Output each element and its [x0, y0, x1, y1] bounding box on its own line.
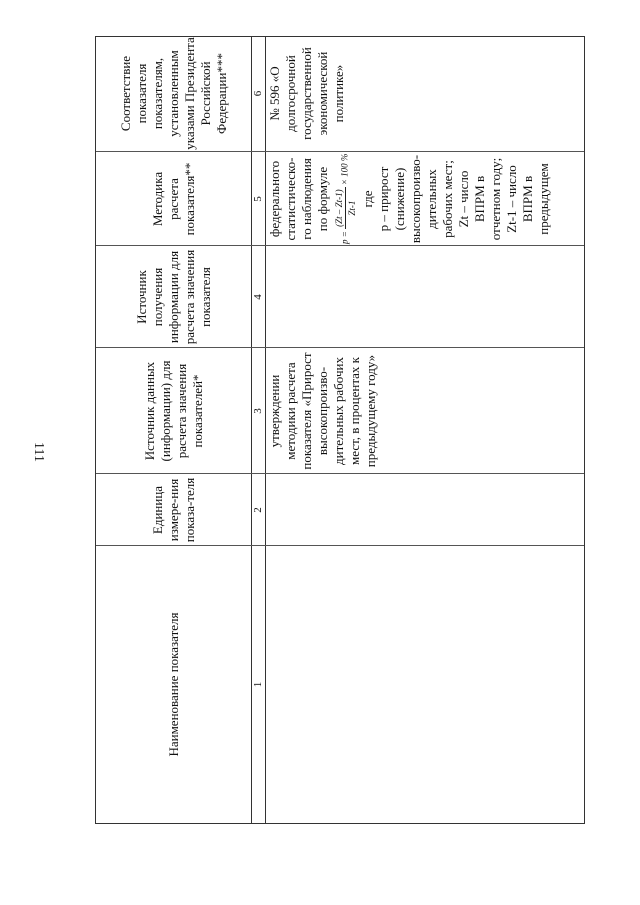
column-number: 3 — [252, 408, 264, 414]
page-number: 111 — [31, 442, 46, 462]
indicator-table — [95, 36, 585, 824]
cell-presidential-decree: № 596 «О долгосрочной государственной экономической политике» — [267, 47, 346, 140]
formula-left: p = — [339, 231, 350, 244]
method-intro: федерального статистическо-го наблюдения по формуле — [267, 157, 330, 241]
formula-right: × 100 % — [339, 153, 350, 186]
cell-method — [265, 152, 586, 246]
header-unit: Единица измере-ния показа-теля — [149, 477, 197, 543]
formula-numerator: (Zt – Zt-1) — [334, 189, 344, 227]
header-indicator-name: Наименование показателя — [165, 612, 181, 757]
column-number: 1 — [252, 681, 264, 688]
header-presidential-decree: Соответствие показателя показателям, установленным указами Президента Российской Федерации*** — [117, 37, 229, 150]
header-method: Методика расчета показателя** — [149, 162, 197, 236]
cell-unit — [265, 474, 586, 546]
cell-info-source — [265, 246, 586, 348]
cell-data-source: утверждении методики расчета показателя «Прирост высокопроизво-дительных рабочих мест, в процентах к предыдущему году» — [267, 352, 378, 470]
column-number: 5 — [252, 196, 264, 202]
cell-indicator-name — [265, 546, 586, 823]
method-def-zt: Zt – число ВПРМ в отчетном году; — [456, 157, 503, 241]
method-def-p: p – прирост (снижение) высокопроизво-дительных рабочих мест; — [376, 154, 455, 244]
method-def-zt1: Zt-1 – число ВПРМ в предыдущем — [504, 163, 551, 235]
formula-denominator: Zt-1 — [347, 200, 357, 216]
column-number: 6 — [252, 90, 264, 97]
method-formula — [333, 154, 358, 244]
column-number: 4 — [252, 294, 264, 300]
method-where: где — [360, 190, 375, 208]
column-number: 2 — [252, 507, 264, 513]
header-info-source: Источник получения информации для расчета значения показателя — [133, 249, 213, 345]
header-data-source: Источник данных (информации) для расчета значения показателей* — [141, 360, 205, 462]
